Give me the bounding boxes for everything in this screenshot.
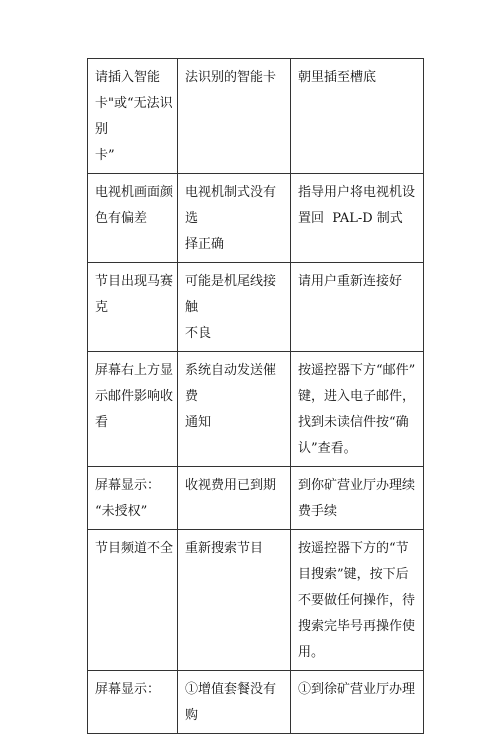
cause-text: 系统自动发送催费 通知 <box>185 363 277 430</box>
table-row <box>88 59 424 174</box>
solution-text: ①到徐矿营业厅办理 <box>298 682 416 697</box>
solution-cell <box>291 59 424 174</box>
symptom-text: 屏幕显示： <box>95 682 161 697</box>
table-row <box>88 530 424 671</box>
cause-cell <box>178 263 291 352</box>
symptom-text: 屏幕显示： “未授权” <box>95 478 161 519</box>
symptom-cell <box>88 59 178 174</box>
solution-text: 指导用户将电视机设 置回 PAL-D 制式 <box>298 185 416 226</box>
table-row <box>88 263 424 352</box>
solution-text: 按遥控器下方的“节 目搜索”键，按下后 不要做任何操作，待 搜索完毕号再操作使 用。 <box>298 541 416 660</box>
solution-cell <box>291 467 424 530</box>
symptom-cell <box>88 530 178 671</box>
table-row <box>88 467 424 530</box>
symptom-text: 电视机画面颜 色有偏差 <box>95 185 174 226</box>
cause-cell <box>178 59 291 174</box>
cause-cell <box>178 671 291 734</box>
cause-cell <box>178 467 291 530</box>
symptom-cell <box>88 174 178 263</box>
solution-cell <box>291 263 424 352</box>
symptom-cell <box>88 671 178 734</box>
symptom-cell <box>88 263 178 352</box>
cause-cell <box>178 174 291 263</box>
solution-text: 请用户重新连接好 <box>298 274 403 289</box>
cause-text: 重新搜索节目 <box>185 541 264 556</box>
symptom-text: 节目频道不全 <box>95 541 174 556</box>
solution-text: 到你矿营业厅办理续 费手续 <box>298 478 416 519</box>
solution-text: 按遥控器下方“邮件” 键，进入电子邮件， 找到未读信件按“确 认”查看。 <box>298 363 416 456</box>
table-row <box>88 671 424 734</box>
solution-cell <box>291 671 424 734</box>
solution-cell <box>291 352 424 467</box>
symptom-cell <box>88 467 178 530</box>
cause-cell <box>178 352 291 467</box>
cause-text: 可能是机尾线接触 不良 <box>185 274 277 341</box>
solution-cell <box>291 174 424 263</box>
symptom-text: 屏幕右上方显 示邮件影响收 看 <box>95 363 174 430</box>
cause-cell <box>178 530 291 671</box>
cause-text: 电视机制式没有选 择正确 <box>185 185 277 252</box>
symptom-text: 节目出现马赛 克 <box>95 274 174 315</box>
cause-text: 法识别的智能卡 <box>185 70 277 85</box>
symptom-text: 请插入智能卡"或“无法识别 卡” <box>95 70 173 163</box>
symptom-cell <box>88 352 178 467</box>
table-row <box>88 352 424 467</box>
troubleshooting-table <box>87 58 424 734</box>
cause-text: ①增值套餐没有购 <box>185 682 277 723</box>
solution-cell <box>291 530 424 671</box>
solution-text: 朝里插至槽底 <box>298 70 377 85</box>
table-row <box>88 174 424 263</box>
cause-text: 收视费用已到期 <box>185 478 277 493</box>
